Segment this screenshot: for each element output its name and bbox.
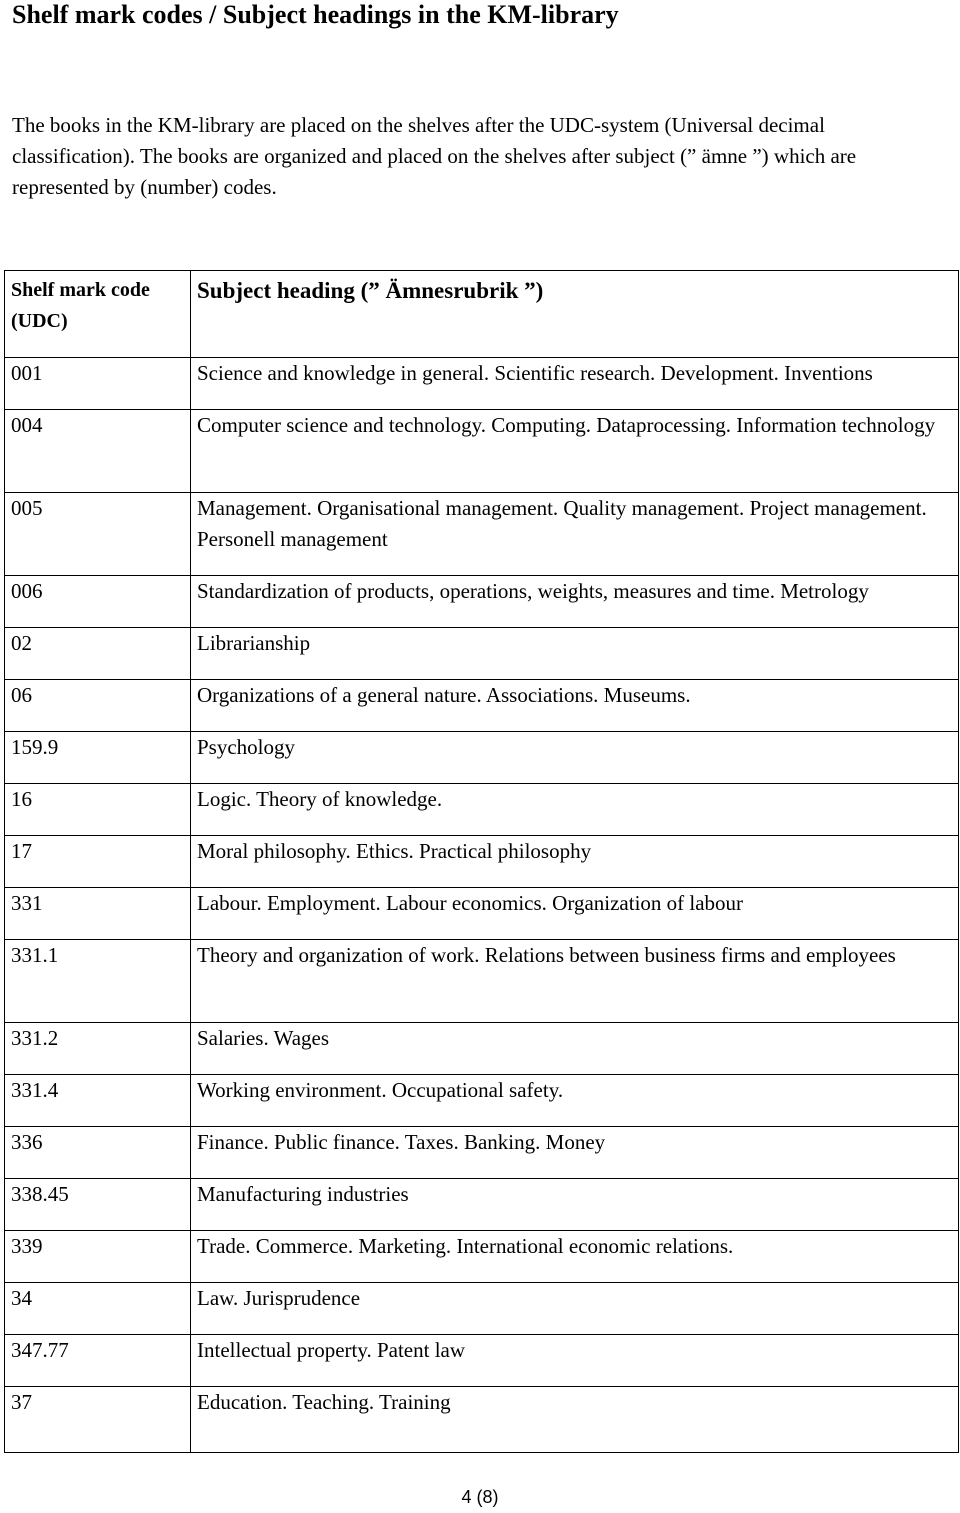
code-cell: 331.4 [5,1075,191,1127]
code-cell: 006 [5,576,191,628]
subject-cell: Standardization of products, operations, weights, measures and time. Metrology [191,576,959,628]
code-cell: 159.9 [5,732,191,784]
code-cell: 338.45 [5,1179,191,1231]
code-cell: 16 [5,784,191,836]
code-cell: 37 [5,1387,191,1453]
code-cell: 336 [5,1127,191,1179]
code-cell: 02 [5,628,191,680]
table-row [5,576,959,628]
intro-paragraph: The books in the KM-library are placed on the shelves after the UDC-system (Universal decimal classification). The books are organized and placed on the shelves after subject (” ämne ”) which are represented by (number) codes. [12,113,857,199]
table-row [5,1023,959,1075]
table-row [5,940,959,1023]
subject-cell: Science and knowledge in general. Scientific research. Development. Inventions [191,358,959,410]
subject-cell: Finance. Public finance. Taxes. Banking. Money [191,1127,959,1179]
subject-cell: Education. Teaching. Training [191,1387,959,1453]
code-cell: 17 [5,836,191,888]
subject-cell: Manufacturing industries [191,1179,959,1231]
code-cell: 331.2 [5,1023,191,1075]
table-row [5,410,959,493]
table-row [5,732,959,784]
subject-cell: Labour. Employment. Labour economics. Organization of labour [191,888,959,940]
table-row [5,628,959,680]
code-cell: 34 [5,1283,191,1335]
subject-cell: Computer science and technology. Computing. Dataprocessing. Information technology [191,410,959,493]
subject-cell: Organizations of a general nature. Associations. Museums. [191,680,959,732]
subject-cell: Moral philosophy. Ethics. Practical philosophy [191,836,959,888]
subject-cell: Intellectual property. Patent law [191,1335,959,1387]
table-row [5,1387,959,1453]
table-row [5,1283,959,1335]
code-cell: 331 [5,888,191,940]
subject-cell: Logic. Theory of knowledge. [191,784,959,836]
header-subject-heading: Subject heading (” Ämnesrubrik ”) [191,271,959,358]
code-cell: 331.1 [5,940,191,1023]
subject-cell: Law. Jurisprudence [191,1283,959,1335]
table-row [5,1231,959,1283]
table-row [5,888,959,940]
shelf-mark-table [4,270,959,1453]
page-number: 4 (8) [461,1487,499,1507]
subject-cell: Psychology [191,732,959,784]
subject-cell: Salaries. Wages [191,1023,959,1075]
table-row [5,358,959,410]
table-header-row [5,271,959,358]
code-cell: 005 [5,493,191,576]
header-shelf-mark-code: Shelf mark code (UDC) [5,271,191,358]
code-cell: 339 [5,1231,191,1283]
table-row [5,836,959,888]
table-row [5,784,959,836]
code-cell: 001 [5,358,191,410]
table-row [5,1335,959,1387]
subject-cell: Librarianship [191,628,959,680]
subject-cell: Management. Organisational management. Quality management. Project management. Personell management [191,493,959,576]
subject-cell: Theory and organization of work. Relations between business firms and employees [191,940,959,1023]
code-cell: 004 [5,410,191,493]
subject-cell: Working environment. Occupational safety. [191,1075,959,1127]
table-row [5,680,959,732]
subject-cell: Trade. Commerce. Marketing. International economic relations. [191,1231,959,1283]
code-cell: 347.77 [5,1335,191,1387]
table-row [5,1179,959,1231]
table-row [5,1075,959,1127]
page-title: Shelf mark codes / Subject headings in the KM-library [12,0,619,29]
table-row [5,493,959,576]
table-row [5,1127,959,1179]
code-cell: 06 [5,680,191,732]
